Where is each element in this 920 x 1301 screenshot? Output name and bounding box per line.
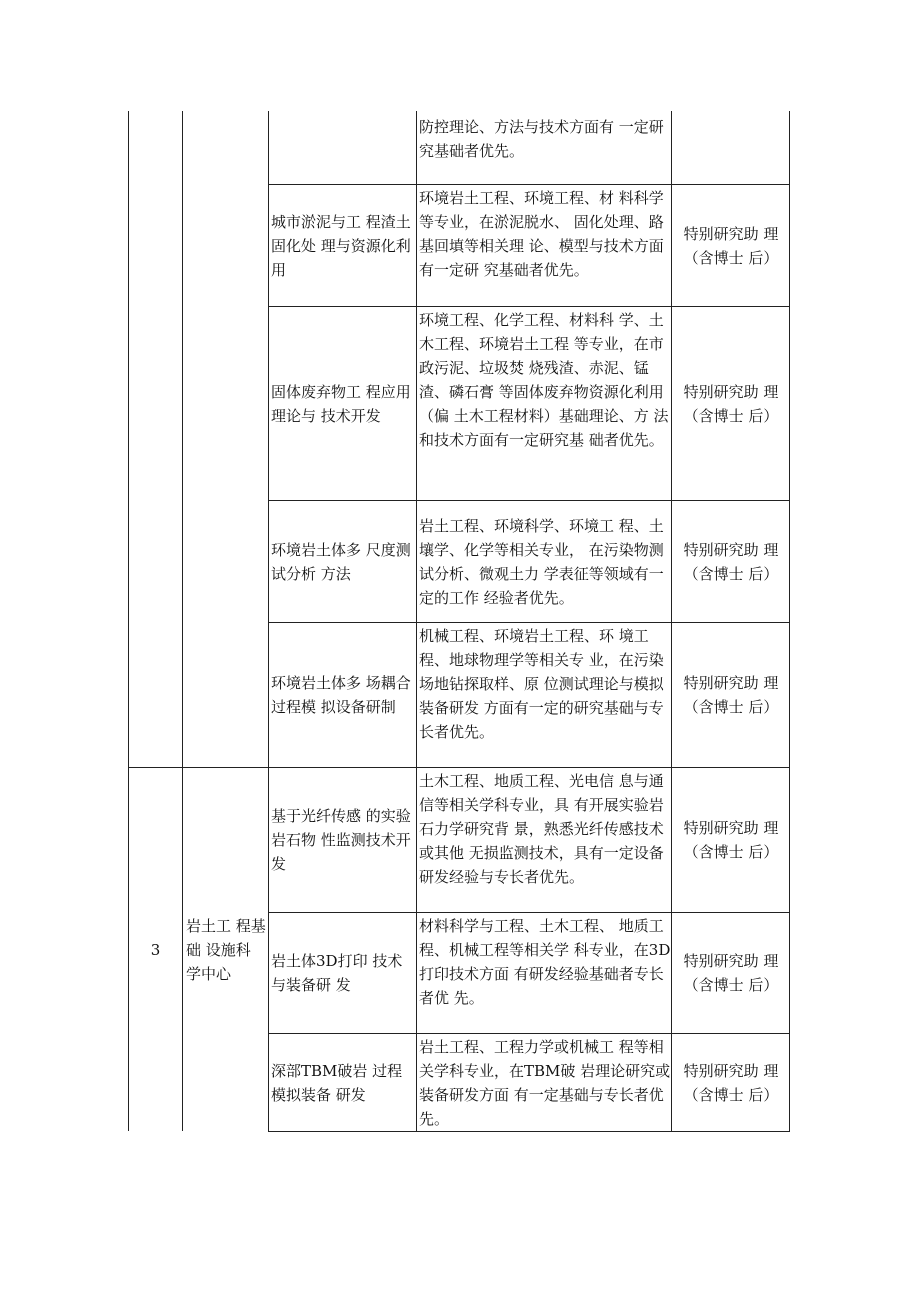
requirement-cell: 环境岩土工程、环境工程、材 料科学等专业，在淤泥脱水、 固化处理、路基回填等相关理 论、模型与技术方面有一定研 究基础者优先。	[419, 189, 664, 279]
requirement-cell: 环境工程、化学工程、材料科 学、土木工程、环境岩土工程 等专业，在市政污泥、垃圾焚 烧残渣、赤泥、锰渣、磷石膏 等固体废弃物资源化利用（偏 土木工程材料）基础理论、方 法和技术方面有一定研究基 础者优先。	[419, 311, 669, 449]
table-row-divider	[268, 1131, 790, 1132]
position-cell: 特别研究助 理（含博士 后）	[683, 674, 779, 716]
research-direction-cell: 基于光纤传感 的实验岩石物 性监测技术开 发	[271, 807, 411, 873]
position-cell: 特别研究助 理（含博士 后）	[683, 540, 779, 583]
requirement-cell: 机械工程、环境岩土工程、环 境工程、地球物理学等相关专 业，在污染场地钻探取样、原 位测试理论与模拟装备研发 方面有一定的研究基础与专 长者优先。	[419, 627, 664, 741]
table-col-divider	[416, 111, 417, 1131]
requirement-cell: 材料科学与工程、土木工程、 地质工程、机械工程等相关学 科专业，在3D打印技术方面 有研发经验基础者专长者优 先。	[419, 917, 671, 1007]
research-direction-cell: 岩土体3D打印 技术与装备研 发	[271, 952, 403, 994]
position-cell: 特别研究助 理（含博士 后）	[683, 819, 779, 861]
position-cell: 特别研究助 理（含博士 后）	[683, 952, 779, 994]
research-direction-cell: 深部TBM破岩 过程模拟装备 研发	[271, 1061, 403, 1104]
position-cell: 特别研究助 理（含博士 后）	[683, 382, 779, 425]
requirement-cell: 土木工程、地质工程、光电信 息与通信等相关学科专业，具 有开展实验岩石力学研究背 景，熟悉光纤传感技术或其他 无损监测技术，具有一定设备 研发经验与专长者优先。	[419, 772, 664, 886]
table-col-divider	[268, 111, 269, 1131]
table-col-divider	[182, 111, 183, 1131]
table-border-right	[789, 111, 790, 1131]
table-col-divider	[671, 111, 672, 1131]
requirement-cell: 防控理论、方法与技术方面有 一定研究基础者优先。	[419, 118, 664, 160]
research-direction-cell: 固体废弃物工 程应用理论与 技术开发	[271, 382, 411, 425]
requirement-cell: 岩土工程、环境科学、环境工 程、土壤学、化学等相关专业， 在污染物测试分析、微观土力 学表征等领域有一定的工作 经验者优先。	[419, 516, 664, 607]
research-direction-cell: 环境岩土体多 场耦合过程模 拟设备研制	[271, 674, 411, 716]
row-index-cell: 3	[150, 940, 161, 959]
position-cell: 特别研究助 理（含博士 后）	[683, 224, 779, 267]
position-cell: 特别研究助 理（含博士 后）	[683, 1061, 779, 1104]
research-direction-cell: 环境岩土体多 尺度测试分析 方法	[271, 540, 411, 583]
research-direction-cell: 城市淤泥与工 程渣土固化处 理与资源化利 用	[271, 212, 411, 279]
requirement-cell: 岩土工程、工程力学或机械工 程等相关学科专业，在TBM破 岩理论研究或装备研发方面 有一定基础与专长者优先。	[419, 1038, 671, 1128]
department-cell: 岩土工 程基础 设施科 学中心	[186, 916, 266, 983]
